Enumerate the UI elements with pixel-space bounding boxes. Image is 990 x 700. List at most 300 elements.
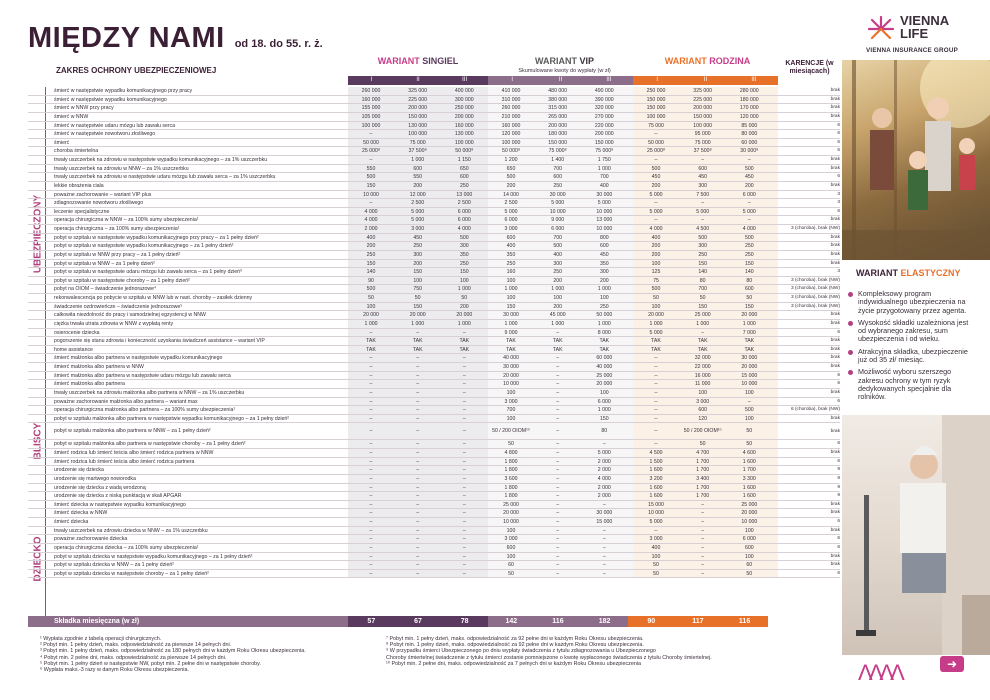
cell-value: 160 000	[501, 122, 521, 129]
row-label: pobyt w szpitalu w NNW przy pracy – za 1 pełny dzień²	[54, 251, 181, 258]
cell-value: –	[556, 389, 560, 396]
row-label: pobyt w szpitalu w następstwie wypadku komunikacyjnego – za 1 pełny dzień²	[54, 243, 234, 250]
cell-value: 120 000	[739, 113, 759, 120]
cell-value: –	[416, 484, 420, 491]
karencja-value: 6	[837, 536, 840, 542]
karencja-value: 6	[837, 208, 840, 214]
cell-value: 6 000	[457, 208, 471, 215]
cell-value: 13 000	[456, 191, 473, 198]
table-row	[28, 234, 840, 243]
premium-value: 142	[488, 616, 535, 627]
karencja-value: brak	[830, 320, 840, 326]
karencja-value: brak	[830, 389, 840, 395]
cell-value: 4 000	[364, 217, 378, 224]
table-row	[28, 329, 840, 338]
cell-value: 60	[508, 562, 514, 569]
cell-value: 600	[506, 544, 516, 551]
cell-value: 1 600	[742, 458, 756, 465]
cell-value: 140	[744, 269, 754, 276]
cell-value: 100	[506, 389, 516, 396]
table-row	[28, 260, 840, 269]
cell-value: 250	[459, 182, 469, 189]
cell-value: 3 000	[504, 226, 518, 232]
karencja-value: 3 (choroba), brak (NW)	[790, 295, 840, 300]
karencja-value: 3 (choroba), brak (NW)	[790, 303, 840, 309]
footnote: ⁴ Pobyt min. 2 pełne dni, maks. odpowiedzialność za pierwsze 14 pełnych dni.	[40, 654, 227, 661]
cell-value: 1 000	[504, 286, 518, 293]
cell-value: –	[556, 450, 560, 456]
cell-value: –	[369, 355, 373, 362]
cell-value: 100 000	[646, 113, 666, 120]
table-row	[28, 216, 840, 225]
cell-value: –	[556, 536, 560, 543]
variant-singiel-name: SINGIEL	[422, 56, 459, 66]
cell-value: 50	[653, 295, 659, 301]
cell-value: –	[416, 501, 420, 508]
cell-value: –	[556, 428, 560, 435]
cell-value: 400	[599, 182, 609, 189]
cell-value: TAK	[651, 346, 661, 353]
bullet-item: Kompleksowy program indywidualnego ubezpieczenia na życie przygotowany przez agenta.	[848, 290, 978, 315]
cell-value: 10 000	[549, 208, 566, 215]
cell-value: 155 000	[361, 105, 381, 112]
karencja-value: brak	[830, 157, 840, 162]
cell-value: 50 000⁸	[501, 148, 521, 155]
table-row	[28, 104, 840, 113]
cell-value: 60	[746, 562, 753, 569]
table-row	[28, 311, 840, 320]
next-page-arrow-icon[interactable]: ➜	[940, 656, 964, 672]
cell-value: –	[369, 428, 373, 435]
cell-value: 1 000	[597, 407, 611, 414]
cell-value: 250	[744, 243, 754, 250]
cell-value: –	[556, 372, 560, 379]
cell-value: –	[416, 544, 420, 551]
cell-value: 50	[699, 441, 706, 448]
cell-value: 4 000	[364, 208, 378, 215]
karencja-value: brak	[830, 364, 840, 369]
cell-value: 1 000	[597, 286, 611, 293]
row-label: śmierć w NNW	[54, 113, 89, 120]
cell-value: 550	[413, 174, 423, 181]
premium-value: 90	[628, 616, 675, 627]
table-row	[28, 389, 840, 398]
cell-value: 2 500	[504, 200, 518, 207]
cell-value: 280 000	[739, 88, 759, 94]
cell-value: TAK	[366, 338, 376, 345]
cell-value: 225 000	[693, 96, 713, 103]
cell-value: –	[462, 407, 466, 414]
karencja-value: brak	[830, 234, 840, 240]
row-label: urodzenie się martwego noworodka	[54, 475, 136, 482]
cell-value: 25 000	[596, 372, 613, 379]
cell-value: 100	[744, 389, 754, 396]
level-label: II	[416, 77, 420, 83]
cell-value: –	[462, 428, 466, 435]
cell-value: 250	[698, 251, 708, 258]
cell-value: 200 000	[454, 113, 474, 120]
cell-value: 400	[366, 234, 376, 241]
cell-value: TAK	[412, 346, 423, 353]
cell-value: 40 000	[596, 364, 613, 370]
cell-value: 10 000	[503, 381, 519, 388]
karencja-value: 6	[837, 570, 840, 576]
cell-value: –	[416, 570, 420, 577]
row-label: trwały uszczerbek na zdrowiu dziecka w NNW – za 1% uszczerbku	[54, 527, 208, 534]
cell-value: 90	[368, 277, 374, 284]
cell-value: 1 600	[742, 484, 756, 491]
cell-value: 12 000	[409, 191, 426, 198]
cell-value: 480 000	[548, 88, 568, 94]
cell-value: 100	[413, 277, 423, 284]
cell-value: –	[369, 510, 373, 517]
table-row	[28, 303, 840, 312]
cell-value: 75 000	[694, 139, 711, 146]
row-label: śmierć w następstwie udaru mózgu lub zawału serca	[54, 122, 176, 129]
table-row	[28, 492, 840, 501]
cell-value: –	[369, 200, 373, 207]
cell-value: 250	[744, 251, 754, 258]
cell-value: 1 800	[504, 467, 518, 474]
cell-value: TAK	[552, 346, 563, 353]
cell-value: 50	[414, 295, 421, 301]
row-label: lekkie obrażenia ciała	[54, 182, 104, 189]
cell-value: 3 300	[742, 475, 756, 482]
cell-value: 1 000	[742, 320, 756, 327]
cell-value: –	[701, 501, 705, 508]
cell-value: –	[556, 493, 560, 500]
cell-value: 3 000	[504, 536, 518, 543]
row-label: operacja chirurgiczna małżonka albo partnera – za 100% sumy ubezpieczenia¹	[54, 407, 236, 414]
table-row	[28, 440, 840, 449]
cell-value: TAK	[412, 338, 423, 345]
cell-value: 20 000	[741, 364, 758, 370]
cell-value: 10 000	[503, 519, 519, 525]
cell-value: 500	[698, 234, 708, 241]
cell-value: 100	[506, 415, 516, 422]
section-label: DZIECKO	[32, 536, 44, 582]
cell-value: 14 000	[503, 191, 519, 198]
cell-value: 30 000	[741, 355, 758, 362]
premium-label: Składka miesięczna (w zł)	[28, 616, 348, 627]
elderly-illustration	[842, 415, 990, 655]
cell-value: –	[369, 493, 373, 500]
logo-text-group: VIENNA INSURANCE GROUP	[866, 47, 958, 54]
row-label: śmierć w następstwie wypadku komunikacyjnego przy pracy	[54, 88, 193, 94]
cell-value: 4 000	[649, 226, 663, 232]
cell-value: 1 000	[411, 157, 425, 163]
table-row	[28, 191, 840, 200]
table-row	[28, 553, 840, 562]
cell-value: –	[701, 200, 705, 207]
cell-value: 100	[698, 389, 708, 396]
row-label: śmierć dziecka	[54, 519, 89, 525]
variant-rodzina-name: RODZINA	[709, 56, 751, 66]
cell-value: 100 000	[361, 122, 381, 129]
cell-value: 1 000	[457, 286, 471, 293]
table-row	[28, 484, 840, 493]
cell-value: 6 000	[597, 398, 611, 405]
cell-value: 50	[746, 441, 753, 448]
cell-value: 25 000⁸	[361, 148, 381, 155]
cell-value: 650	[506, 165, 516, 172]
cell-value: 75	[653, 277, 659, 284]
cell-value: TAK	[552, 338, 563, 345]
cell-value: 250	[459, 260, 469, 267]
premium-row	[28, 616, 780, 627]
footnote: ¹ Wypłata zgodnie z tabelą operacji chirurgicznych.	[40, 636, 162, 642]
cell-value: 25 000	[694, 312, 711, 319]
cell-value: –	[654, 441, 658, 448]
footnote: Choroby śmiertelnej świadczenie z tytułu śmierci zostanie pomniejszone o kwotę wypłaconego świadczenia z tytułu Choroby śmiertelnej.	[386, 654, 712, 661]
cell-value: –	[701, 527, 705, 534]
cell-value: –	[747, 217, 751, 224]
section-label: UBEZPIECZONY	[32, 194, 44, 273]
flower-logo-icon	[866, 14, 896, 44]
karencja-value: brak	[830, 346, 840, 352]
cell-value: –	[369, 407, 373, 414]
cell-value: –	[654, 428, 658, 435]
cell-value: –	[556, 562, 560, 569]
cell-value: 200 000	[408, 105, 428, 112]
variant-prefix: WARIANT	[377, 56, 423, 66]
cell-value: 700	[506, 407, 516, 414]
elastyczny-name: ELASTYCZNY	[900, 268, 961, 278]
cell-value: 1 000	[411, 320, 425, 327]
cell-value: –	[747, 398, 751, 405]
cell-value: 100	[506, 277, 516, 284]
cell-value: –	[416, 527, 420, 534]
cell-value: TAK	[697, 338, 708, 345]
row-label: pobyt w szpitalu w następstwie udaru mózgu lub zawału serca – za 1 pełny dzień³	[54, 269, 242, 276]
cell-value: 210 000	[501, 113, 521, 120]
decorative-chevrons: ɅɅɅɅ	[858, 660, 901, 685]
table-row	[28, 466, 840, 475]
cell-value: 1 750	[597, 157, 611, 163]
cell-value: 85 000	[741, 122, 758, 129]
cell-value: TAK	[599, 346, 610, 353]
cell-value: –	[602, 544, 606, 551]
cell-value: –	[369, 372, 373, 379]
karencja-value: brak	[830, 450, 840, 455]
table-row	[28, 380, 840, 389]
cell-value: –	[462, 562, 466, 569]
cell-value: 1 700	[696, 458, 710, 465]
cell-value: 1 000	[457, 320, 471, 327]
karencja-value: 6	[837, 329, 840, 335]
cell-value: –	[369, 157, 373, 163]
row-label: pobyt w szpitalu w następstwie choroby – za 1 pełny dzień²	[54, 277, 190, 284]
karencja-value: brak	[830, 251, 840, 257]
cell-value: –	[416, 398, 420, 405]
cell-value: 25 000⁸	[646, 148, 666, 155]
cell-value: 5 000	[411, 208, 425, 215]
cell-value: 22 000	[694, 364, 711, 370]
cell-value: 200 000	[693, 105, 713, 112]
table-row	[28, 406, 840, 415]
cell-value: –	[556, 527, 560, 534]
cell-value: TAK	[506, 346, 516, 353]
cell-value: 400	[651, 544, 661, 551]
karencja-value: brak	[830, 429, 840, 435]
cell-value: 450	[413, 234, 423, 241]
cell-value: 300	[413, 251, 423, 258]
cell-value: 1 800	[504, 484, 518, 491]
table-row	[28, 363, 840, 372]
cell-value: –	[556, 510, 560, 517]
cell-value: 8 000	[597, 329, 611, 336]
karencja-value: brak	[830, 562, 840, 568]
cell-value: 1 400	[551, 157, 565, 163]
cell-value: 80	[746, 277, 753, 284]
cell-value: –	[602, 553, 606, 560]
table-row	[28, 415, 840, 424]
cell-value: –	[369, 519, 373, 525]
cell-value: TAK	[366, 346, 376, 353]
row-label: pobyt w szpitalu małżonka albo partnera w następstwie wypadku komunikacyjnego – za 1 pełny dzień²	[54, 415, 290, 422]
cell-value: 50	[746, 428, 753, 435]
row-label: operacja chirurgiczna – za 100% sumy ubezpieczenia¹	[54, 226, 180, 232]
cell-value: 250	[599, 303, 609, 310]
cell-value: –	[416, 475, 420, 482]
cell-value: 37 500⁸	[408, 148, 427, 155]
cell-value: 500	[744, 407, 754, 414]
header	[28, 22, 323, 55]
cell-value: 160 000	[361, 96, 381, 103]
cell-value: –	[462, 450, 466, 456]
cell-value: 490 000	[594, 88, 614, 94]
row-label: całkowita niezdolność do pracy i samodzielnej egzystencji w NNW	[54, 312, 206, 319]
level-label: III	[606, 77, 612, 83]
table-row	[28, 173, 840, 182]
row-label: pobyt w szpitalu dziecka w następstwie wypadku komunikacyjnego – za 1 pełny dzień²	[54, 553, 253, 560]
footnote: ⁸ Pobyt min. 1 pełny dzień, maks. odpowiedzialność za 92 pełne dni w każdym Roku Okresu ubezpieczenia.	[386, 642, 644, 649]
cell-value: 100	[651, 303, 661, 310]
cell-value: TAK	[459, 338, 470, 345]
cell-value: –	[556, 364, 560, 370]
cell-value: 500	[366, 174, 376, 181]
cell-value: 9 000	[551, 217, 565, 224]
cell-value: 20 000	[503, 372, 519, 379]
cell-value: –	[701, 570, 705, 577]
cell-value: –	[462, 355, 466, 362]
row-label: pobyt w szpitalu małżonka albo partnera w następstwie choroby – za 1 pełny dzień²	[54, 441, 246, 448]
cell-value: –	[416, 467, 420, 474]
cell-value: 30 000	[503, 364, 519, 370]
cell-value: –	[556, 329, 560, 336]
cell-value: 1 000	[504, 320, 518, 327]
karencja-value: 6	[837, 544, 840, 550]
cell-value: 80	[699, 277, 706, 284]
cell-value: 6 000	[742, 536, 756, 543]
row-label: poważne zachorowanie dziecka	[54, 536, 128, 543]
karencja-value: 6	[837, 131, 840, 137]
cell-value: –	[654, 389, 658, 396]
row-label: śmierć małżonka albo partnera w NNW	[54, 364, 144, 370]
cell-value: –	[416, 441, 420, 448]
cell-value: 1 700	[696, 493, 710, 500]
karencja-value: 6	[837, 458, 840, 464]
cell-value: –	[654, 381, 658, 388]
cell-value: 600	[744, 544, 754, 551]
section-label: BLISCY	[32, 422, 44, 460]
cell-value: –	[654, 398, 658, 405]
cell-value: –	[654, 527, 658, 534]
cell-value: 50 000⁸	[455, 148, 474, 155]
cell-value: 1 000	[696, 320, 710, 327]
cell-value: 80 000	[741, 131, 758, 138]
cell-value: 25 000	[503, 501, 519, 508]
cell-value: TAK	[651, 338, 661, 345]
page-subtitle: od 18. do 55. r. ż.	[234, 38, 323, 50]
cell-value: 100	[744, 553, 754, 560]
cell-value: 30 000	[549, 191, 566, 198]
footnote: ⁷ Pobyt min. 1 pełny dzień, maks. odpowiedzialność za 92 pełne dni w każdym Roku Okresu ubezpieczenia.	[386, 636, 644, 642]
karencja-value: 6	[837, 372, 840, 378]
cell-value: –	[556, 519, 560, 525]
cell-value: 9 000	[504, 329, 518, 336]
cell-value: 500	[651, 165, 661, 172]
level-label: III	[751, 77, 757, 83]
cell-value: 100	[506, 553, 516, 560]
table-row	[28, 96, 840, 105]
premium-value: 116	[721, 616, 768, 627]
karencja-value: brak	[830, 338, 840, 344]
levels-band-rodzina	[633, 76, 778, 85]
cell-value: 5 000	[649, 519, 663, 525]
table-row	[28, 165, 840, 174]
cell-value: –	[369, 544, 373, 551]
cell-value: TAK	[599, 338, 610, 345]
cell-value: 400	[553, 251, 563, 258]
cell-value: 4 000	[457, 226, 471, 232]
row-label: trwały uszczerbek na zdrowiu w NNW – za 1% uszczerbku	[54, 165, 189, 172]
cell-value: 3 200	[649, 475, 663, 482]
elastyczny-heading	[856, 268, 961, 278]
table-row	[28, 475, 840, 484]
cell-value: –	[369, 536, 373, 543]
cell-value: –	[602, 536, 606, 543]
karencja-value: 6	[837, 519, 840, 524]
cell-value: 250	[366, 251, 376, 258]
cell-value: –	[416, 407, 420, 414]
cell-value: 320 000	[594, 105, 614, 112]
cell-value: 6 000	[504, 217, 518, 224]
row-label: ciężka trwała utrata zdrowia w NNW z wypłatą renty	[54, 320, 174, 327]
karencja-value: brak	[830, 553, 840, 559]
cell-value: 5 000	[504, 208, 518, 215]
cell-value: 1 000	[649, 320, 663, 327]
cell-value: 5 000	[411, 217, 425, 224]
cell-value: 3 000	[649, 536, 663, 543]
cell-value: TAK	[744, 338, 755, 345]
cell-value: 5 000	[742, 208, 756, 215]
cell-value: –	[416, 553, 420, 560]
variant-prefix: WARIANT	[534, 56, 580, 66]
cell-value: –	[556, 407, 560, 414]
cell-value: 220 000	[594, 122, 614, 129]
cell-value: 650	[459, 165, 469, 172]
premium-value: 182	[581, 616, 628, 627]
cell-value: –	[556, 381, 560, 388]
cell-value: 380 000	[548, 96, 568, 103]
cell-value: 600	[698, 165, 708, 172]
cell-value: 500	[459, 234, 469, 241]
cell-value: –	[416, 519, 420, 525]
cell-value: 130 000	[454, 131, 474, 138]
row-label: trwały uszczerbek na zdrowiu w następstwie udaru mózgu lub zawału serca – za 1% uszczerbku	[54, 174, 276, 181]
level-label: II	[703, 77, 708, 83]
